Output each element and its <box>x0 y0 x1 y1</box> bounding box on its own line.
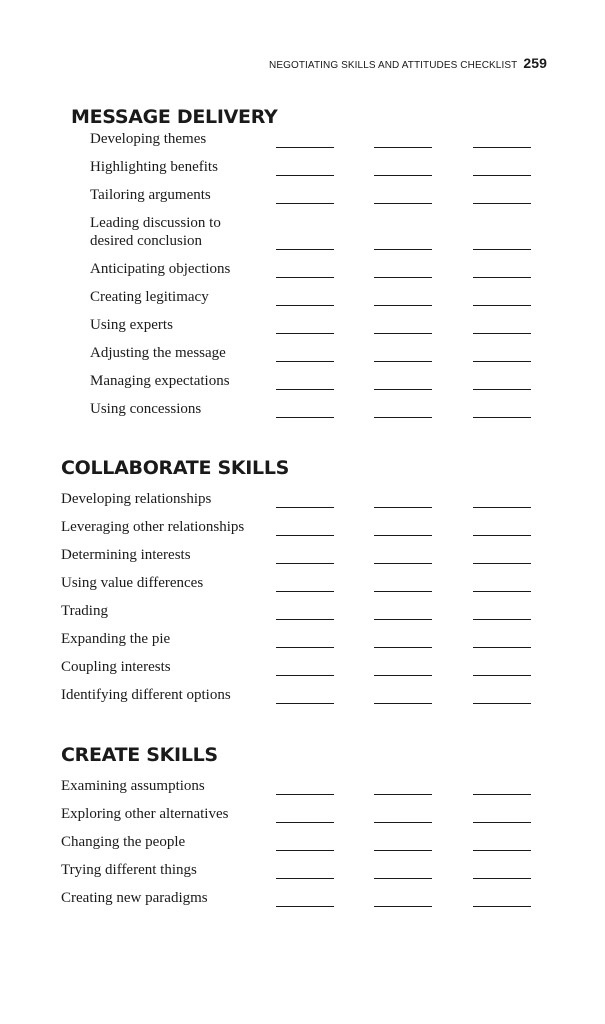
check-line[interactable] <box>276 822 334 823</box>
check-line[interactable] <box>374 703 432 704</box>
checklist-row <box>0 832 605 860</box>
check-line[interactable] <box>374 203 432 204</box>
item-label: Anticipating objections <box>90 261 231 277</box>
checklist-row <box>0 399 605 427</box>
check-line[interactable] <box>374 333 432 334</box>
check-line[interactable] <box>276 333 334 334</box>
item-label: Developing themes <box>90 131 207 147</box>
checklist-row <box>0 343 605 371</box>
item-label: Developing relationships <box>61 491 212 507</box>
check-line[interactable] <box>276 878 334 879</box>
checklist-row <box>0 545 605 573</box>
check-line[interactable] <box>473 147 531 148</box>
checklist-row <box>0 157 605 185</box>
item-label: Managing expectations <box>90 373 230 389</box>
check-line[interactable] <box>473 794 531 795</box>
check-line[interactable] <box>276 277 334 278</box>
check-line[interactable] <box>374 417 432 418</box>
check-line[interactable] <box>473 417 531 418</box>
check-line[interactable] <box>374 906 432 907</box>
check-line[interactable] <box>276 507 334 508</box>
check-line[interactable] <box>473 906 531 907</box>
check-line[interactable] <box>374 147 432 148</box>
checklist-row <box>0 629 605 657</box>
checklist-row <box>0 259 605 287</box>
check-line[interactable] <box>276 361 334 362</box>
check-line[interactable] <box>473 277 531 278</box>
check-line[interactable] <box>374 535 432 536</box>
check-line[interactable] <box>276 906 334 907</box>
check-line[interactable] <box>374 507 432 508</box>
section-title: CREATE SKILLS <box>61 744 218 766</box>
check-line[interactable] <box>473 647 531 648</box>
page-number: 259 <box>523 55 547 71</box>
running-title: NEGOTIATING SKILLS AND ATTITUDES CHECKLIST <box>269 60 518 71</box>
checklist-row <box>0 287 605 315</box>
item-label <box>90 214 221 250</box>
check-line[interactable] <box>374 249 432 250</box>
check-line[interactable] <box>473 878 531 879</box>
item-label: Using concessions <box>90 401 202 417</box>
checklist-row <box>0 213 605 259</box>
check-line[interactable] <box>374 277 432 278</box>
item-label: Trying different things <box>61 862 197 878</box>
item-label: Trading <box>61 603 108 619</box>
checklist-row <box>0 804 605 832</box>
checklist-row <box>0 371 605 399</box>
check-line[interactable] <box>473 675 531 676</box>
checklist-row <box>0 573 605 601</box>
checklist-row <box>0 657 605 685</box>
item-label: Highlighting benefits <box>90 159 218 175</box>
item-label: Using experts <box>90 317 173 333</box>
check-line[interactable] <box>276 794 334 795</box>
section-title: MESSAGE DELIVERY <box>71 106 278 128</box>
checklist-row <box>0 860 605 888</box>
check-line[interactable] <box>276 563 334 564</box>
check-line[interactable] <box>276 249 334 250</box>
check-line[interactable] <box>374 305 432 306</box>
item-label: Using value differences <box>61 575 204 591</box>
check-line[interactable] <box>473 175 531 176</box>
item-label: Examining assumptions <box>61 778 205 794</box>
checklist-row <box>0 315 605 343</box>
item-label: Determining interests <box>61 547 191 563</box>
check-line[interactable] <box>473 249 531 250</box>
item-label-line-1: Leading discussion to <box>90 215 221 231</box>
check-line[interactable] <box>374 389 432 390</box>
section-title: COLLABORATE SKILLS <box>61 457 290 479</box>
check-line[interactable] <box>276 850 334 851</box>
check-line[interactable] <box>473 619 531 620</box>
item-label: Exploring other alternatives <box>61 806 229 822</box>
item-label: Tailoring arguments <box>90 187 211 203</box>
check-line[interactable] <box>473 703 531 704</box>
item-label: Adjusting the message <box>90 345 226 361</box>
check-line[interactable] <box>276 619 334 620</box>
check-line[interactable] <box>374 175 432 176</box>
check-line[interactable] <box>473 507 531 508</box>
check-line[interactable] <box>374 675 432 676</box>
item-label: Identifying different options <box>61 687 231 703</box>
check-line[interactable] <box>473 305 531 306</box>
check-line[interactable] <box>473 535 531 536</box>
check-line[interactable] <box>374 619 432 620</box>
check-line[interactable] <box>276 417 334 418</box>
check-line[interactable] <box>374 361 432 362</box>
check-line[interactable] <box>374 822 432 823</box>
check-line[interactable] <box>374 591 432 592</box>
check-line[interactable] <box>374 647 432 648</box>
check-line[interactable] <box>473 333 531 334</box>
check-line[interactable] <box>276 703 334 704</box>
check-line[interactable] <box>276 675 334 676</box>
checklist-row <box>0 185 605 213</box>
check-line[interactable] <box>473 203 531 204</box>
check-line[interactable] <box>374 878 432 879</box>
check-line[interactable] <box>276 147 334 148</box>
check-line[interactable] <box>276 203 334 204</box>
item-label: Changing the people <box>61 834 186 850</box>
checklist-row <box>0 517 605 545</box>
check-line[interactable] <box>276 591 334 592</box>
check-line[interactable] <box>276 535 334 536</box>
item-label: Expanding the pie <box>61 631 171 647</box>
checklist-row <box>0 685 605 713</box>
item-label: Coupling interests <box>61 659 171 675</box>
check-line[interactable] <box>276 647 334 648</box>
check-line[interactable] <box>276 389 334 390</box>
checklist-row <box>0 888 605 916</box>
check-line[interactable] <box>473 850 531 851</box>
running-header <box>269 55 547 71</box>
check-line[interactable] <box>473 822 531 823</box>
checklist-row <box>0 601 605 629</box>
check-line[interactable] <box>473 591 531 592</box>
check-line[interactable] <box>374 850 432 851</box>
check-line[interactable] <box>276 175 334 176</box>
item-label: Creating new paradigms <box>61 890 208 906</box>
check-line[interactable] <box>276 305 334 306</box>
checklist-row <box>0 776 605 804</box>
checklist-row <box>0 489 605 517</box>
check-line[interactable] <box>473 389 531 390</box>
checklist-row <box>0 129 605 157</box>
check-line[interactable] <box>473 563 531 564</box>
item-label: Leveraging other relationships <box>61 519 245 535</box>
check-line[interactable] <box>374 563 432 564</box>
check-line[interactable] <box>374 794 432 795</box>
item-label-line-2: desired conclusion <box>90 233 203 249</box>
check-line[interactable] <box>473 361 531 362</box>
item-label: Creating legitimacy <box>90 289 209 305</box>
